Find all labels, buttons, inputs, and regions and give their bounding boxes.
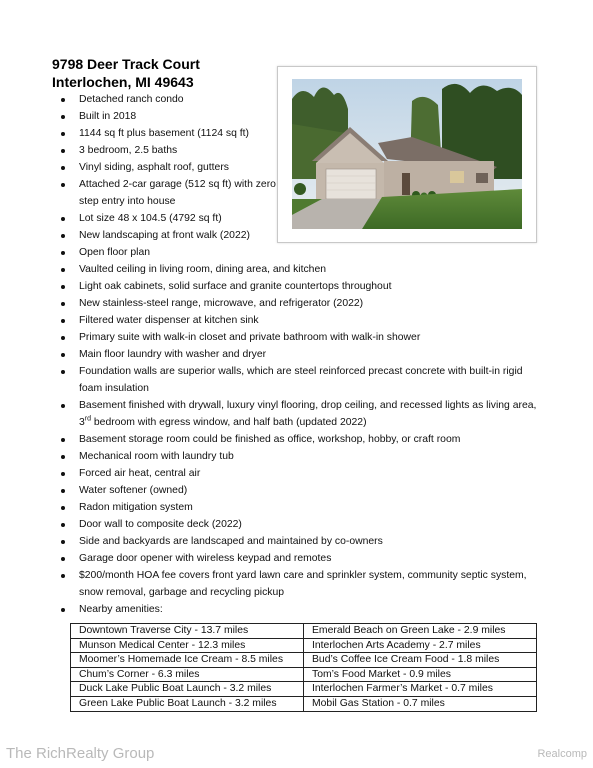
list-item [58,397,548,431]
list-item: Garage door opener with wireless keypad and remotes [58,550,548,567]
list-item: Detached ranch condo [58,91,548,108]
table-cell: Downtown Traverse City - 13.7 miles [71,624,304,639]
table-cell: Green Lake Public Boat Launch - 3.2 miles [71,696,304,711]
list-item: Side and backyards are landscaped and maintained by co-owners [58,533,548,550]
table-cell: Emerald Beach on Green Lake - 2.9 miles [304,624,537,639]
list-item: Filtered water dispenser at kitchen sink [58,312,548,329]
brand-watermark: The RichRealty Group [6,745,155,762]
table-row [71,667,537,682]
list-item: Open floor plan [58,244,548,261]
list-item: Mechanical room with laundry tub [58,448,548,465]
list-item: Vaulted ceiling in living room, dining area, and kitchen [58,261,548,278]
list-item: New landscaping at front walk (2022) [58,227,548,244]
list-item: New stainless-steel range, microwave, and refrigerator (2022) [58,295,548,312]
list-item: $200/month HOA fee covers front yard lawn care and sprinkler system, community septic system, snow removal, garbage and recycling pickup [58,567,548,601]
table-cell: Interlochen Arts Academy - 2.7 miles [304,638,537,653]
table-cell: Tom’s Food Market - 0.9 miles [304,667,537,682]
source-watermark: Realcomp [537,748,587,760]
listing-header [52,55,200,91]
table-row [71,653,537,668]
feature-list [58,91,548,618]
list-item: 1144 sq ft plus basement (1124 sq ft) [58,125,548,142]
list-item: Built in 2018 [58,108,548,125]
table-cell: Interlochen Farmer’s Market - 0.7 miles [304,682,537,697]
list-item: Light oak cabinets, solid surface and granite countertops throughout [58,278,548,295]
table-cell: Duck Lake Public Boat Launch - 3.2 miles [71,682,304,697]
table-row [71,638,537,653]
table-cell: Moomer’s Homemade Ice Cream - 8.5 miles [71,653,304,668]
list-item-text-rest: bedroom with egress window, and half bath (updated 2022) [91,417,367,428]
address-line-2: Interlochen, MI 49643 [52,74,194,90]
list-item: Radon mitigation system [58,499,548,516]
list-item: Water softener (owned) [58,482,548,499]
list-item: Forced air heat, central air [58,465,548,482]
list-item: 3 bedroom, 2.5 baths [58,142,548,159]
table-row [71,682,537,697]
list-item: Foundation walls are superior walls, which are steel reinforced precast concrete with built-in rigid foam insulation [58,363,548,397]
list-item-text: Basement finished with drywall, luxury vinyl flooring, drop ceiling, and recessed lights as living area, 3 [79,400,537,428]
list-item: Main floor laundry with washer and dryer [58,346,548,363]
list-item: Lot size 48 x 104.5 (4792 sq ft) [58,210,548,227]
table-row [71,696,537,711]
table-cell: Chum’s Corner - 6.3 miles [71,667,304,682]
table-cell: Mobil Gas Station - 0.7 miles [304,696,537,711]
list-item: Vinyl siding, asphalt roof, gutters [58,159,548,176]
table-cell: Bud’s Coffee Ice Cream Food - 1.8 miles [304,653,537,668]
address-line-1: 9798 Deer Track Court [52,56,200,72]
list-item: Door wall to composite deck (2022) [58,516,548,533]
table-cell: Munson Medical Center - 12.3 miles [71,638,304,653]
list-item: Nearby amenities: [58,601,548,618]
table-row [71,624,537,639]
list-item: Primary suite with walk-in closet and private bathroom with walk-in shower [58,329,548,346]
list-item: Attached 2-car garage (512 sq ft) with zero step entry into house [58,176,279,210]
list-item: Basement storage room could be finished as office, workshop, hobby, or craft room [58,431,548,448]
amenities-table [70,623,537,712]
ordinal-suffix: rd [84,415,92,423]
